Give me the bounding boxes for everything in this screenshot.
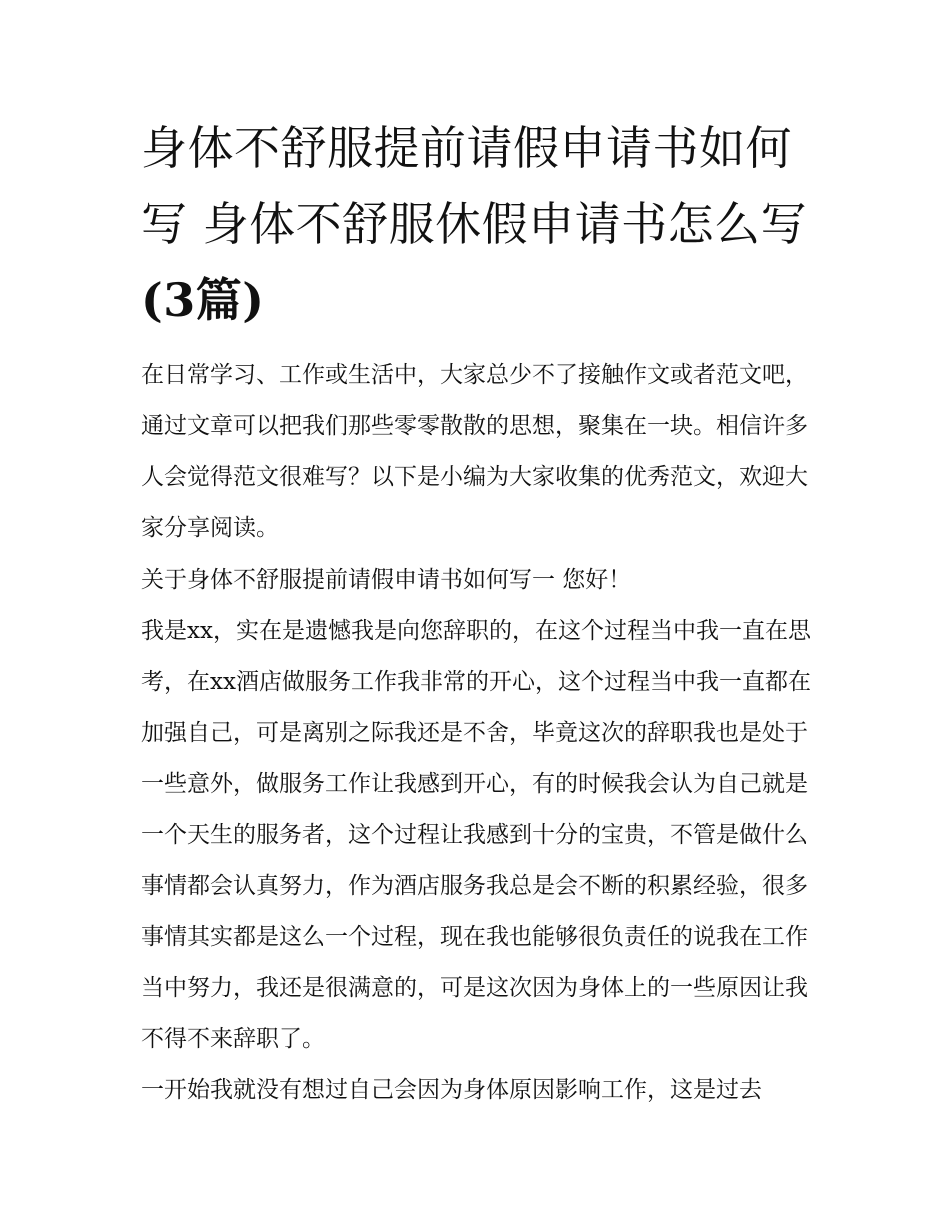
document-title (141, 110, 812, 338)
title-count-text: (3篇) (141, 273, 265, 327)
body-paragraph-2: 一开始我就没有想过自己会因为身体原因影响工作，这是过去 (141, 1077, 762, 1103)
body-paragraph-1: 我是xx，实在是遗憾我是向您辞职的，在这个过程当中我一直在思考，在xx酒店做服务工作我非常的开心，这个过程当中我一直都在加强自己，可是离别之际我还是不舍，毕竟这次的辞职我也是处于一些意外，做服务工作让我感到开心，有的时候我会认为自己就是一个天生的服务者，这个过程让我感到十分的宝贵，不管是做什么事情都会认真努力，作为酒店服务我总是会不断的积累经验，很多事情其实都是这么一个过程，现在我也能够很负责任的说我在工作当中努力，我还是很满意的，可是这次因为身体上的一些原因让我不得不来辞职了。 (141, 618, 811, 1052)
section-heading: 关于身体不舒服提前请假申请书如何写一 您好！ (141, 567, 632, 593)
title-main-text: 身体不舒服提前请假申请书如何写 身体不舒服休假申请书怎么写 (141, 121, 808, 251)
intro-paragraph: 在日常学习、工作或生活中，大家总少不了接触作文或者范文吧，通过文章可以把我们那些零零散散的思想，聚集在一块。相信许多人会觉得范文很难写？以下是小编为大家收集的优秀范文，欢迎大家分享阅读。 (141, 362, 808, 541)
